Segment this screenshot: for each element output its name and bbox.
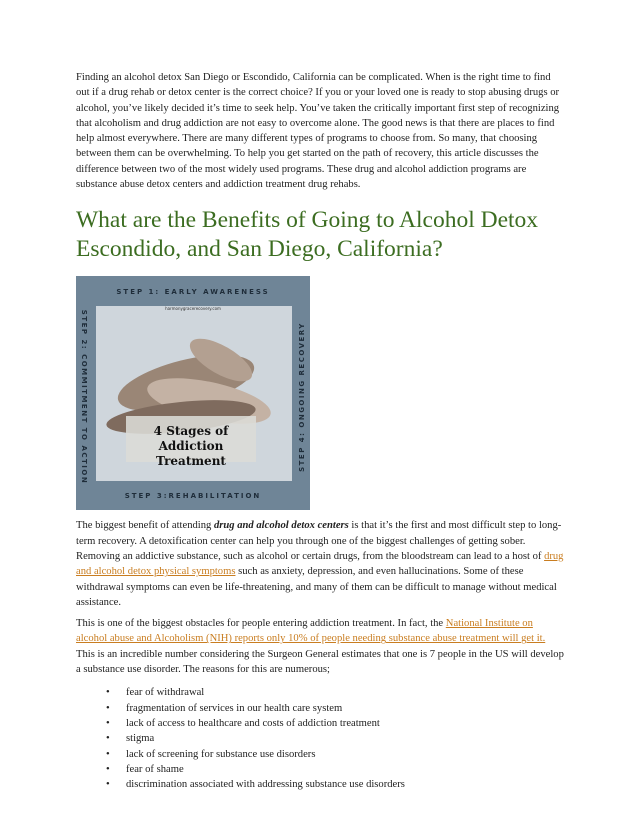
obstacles-text-2: This is an incredible number considering the Surgeon General estimates that one is 7 people in the US will develop a substance use disorder. The reasons for this are numerous; <box>76 648 564 676</box>
nih-report-link[interactable]: National Institute on alcohol abuse and Alcoholism (NIH) reports only 10% of people needing substance abuse treatment will get it. <box>76 618 546 645</box>
figure-url: harmonygracerecovery.com <box>165 306 221 312</box>
benefit-emphasis: drug and alcohol detox centers <box>213 520 349 532</box>
figure-left-label: STEP 2: COMMITMENT TO ACTION <box>80 310 88 485</box>
list-item: • lack of access to healthcare and costs of addiction treatment <box>126 716 566 731</box>
list-item: • fear of shame <box>126 762 566 777</box>
benefit-text-1: The biggest benefit of attending <box>76 520 214 532</box>
reasons-list <box>76 685 566 792</box>
intro-paragraph: Finding an alcohol detox San Diego or Escondido, California can be complicated. When is the right time to find out if a drug rehab or detox center is the correct choice? If you or your loved one is ready to stop abusing drugs or alcohol, you’ve likely decided it’s time to seek help. You’ve taken the critically important first step of recognizing that alcoholism and drug addiction are not easy to overcome alone. The good news is that there are places to find help almost everywhere. There are many different types of programs to choose from. So many, that choosing between them can be overwhelming. To help you get started on the path of recovery, this article discusses the difference between two of the most widely used programs. These drug and alcohol addiction programs are substance abuse detox centers and addiction treatment drug rehabs. <box>76 72 560 191</box>
figure-right-label: STEP 4: ONGOING RECOVERY <box>298 322 306 473</box>
obstacles-text-1: This is one of the biggest obstacles for people entering addiction treatment. In fact, the <box>76 618 446 630</box>
physical-symptoms-link[interactable]: drug and alcohol detox physical symptoms <box>76 550 564 578</box>
figure-center-box <box>126 416 256 469</box>
benefit-text-2: is that it’s the first and most difficult step to long-term recovery. A detoxification center can help you through one of the biggest challenges of getting sober. Removing an addictive substance, such as alcohol or certain drugs, from the bloodstream can lead to a host of <box>76 520 562 562</box>
list-item: • lack of screening for substance use disorders <box>126 747 566 762</box>
section-heading: What are the Benefits of Going to Alcohol Detox Escondido, and San Diego, California? <box>76 207 539 263</box>
addiction-stages-image <box>76 276 310 510</box>
obstacles-paragraph <box>76 616 566 677</box>
list-item: • discrimination associated with addressing substance use disorders <box>126 777 566 792</box>
benefit-paragraph <box>76 518 566 610</box>
document-page <box>76 70 566 792</box>
figure-bottom-label: STEP 3:REHABILITATION <box>124 492 262 501</box>
benefit-text-3: such as anxiety, depression, and even hallucinations. Some of these withdrawal symptoms can even be life-threatening, and many of them can be difficult to manage without medical assistance. <box>76 566 557 608</box>
list-item: • fragmentation of services in our health care system <box>126 701 566 716</box>
list-item: • fear of withdrawal <box>126 685 566 700</box>
list-item: • stigma <box>126 731 566 746</box>
figure-top-label: STEP 1: EARLY AWARENESS <box>116 288 270 297</box>
figure-center-title: 4 Stages of Addiction Treatment <box>153 424 229 469</box>
